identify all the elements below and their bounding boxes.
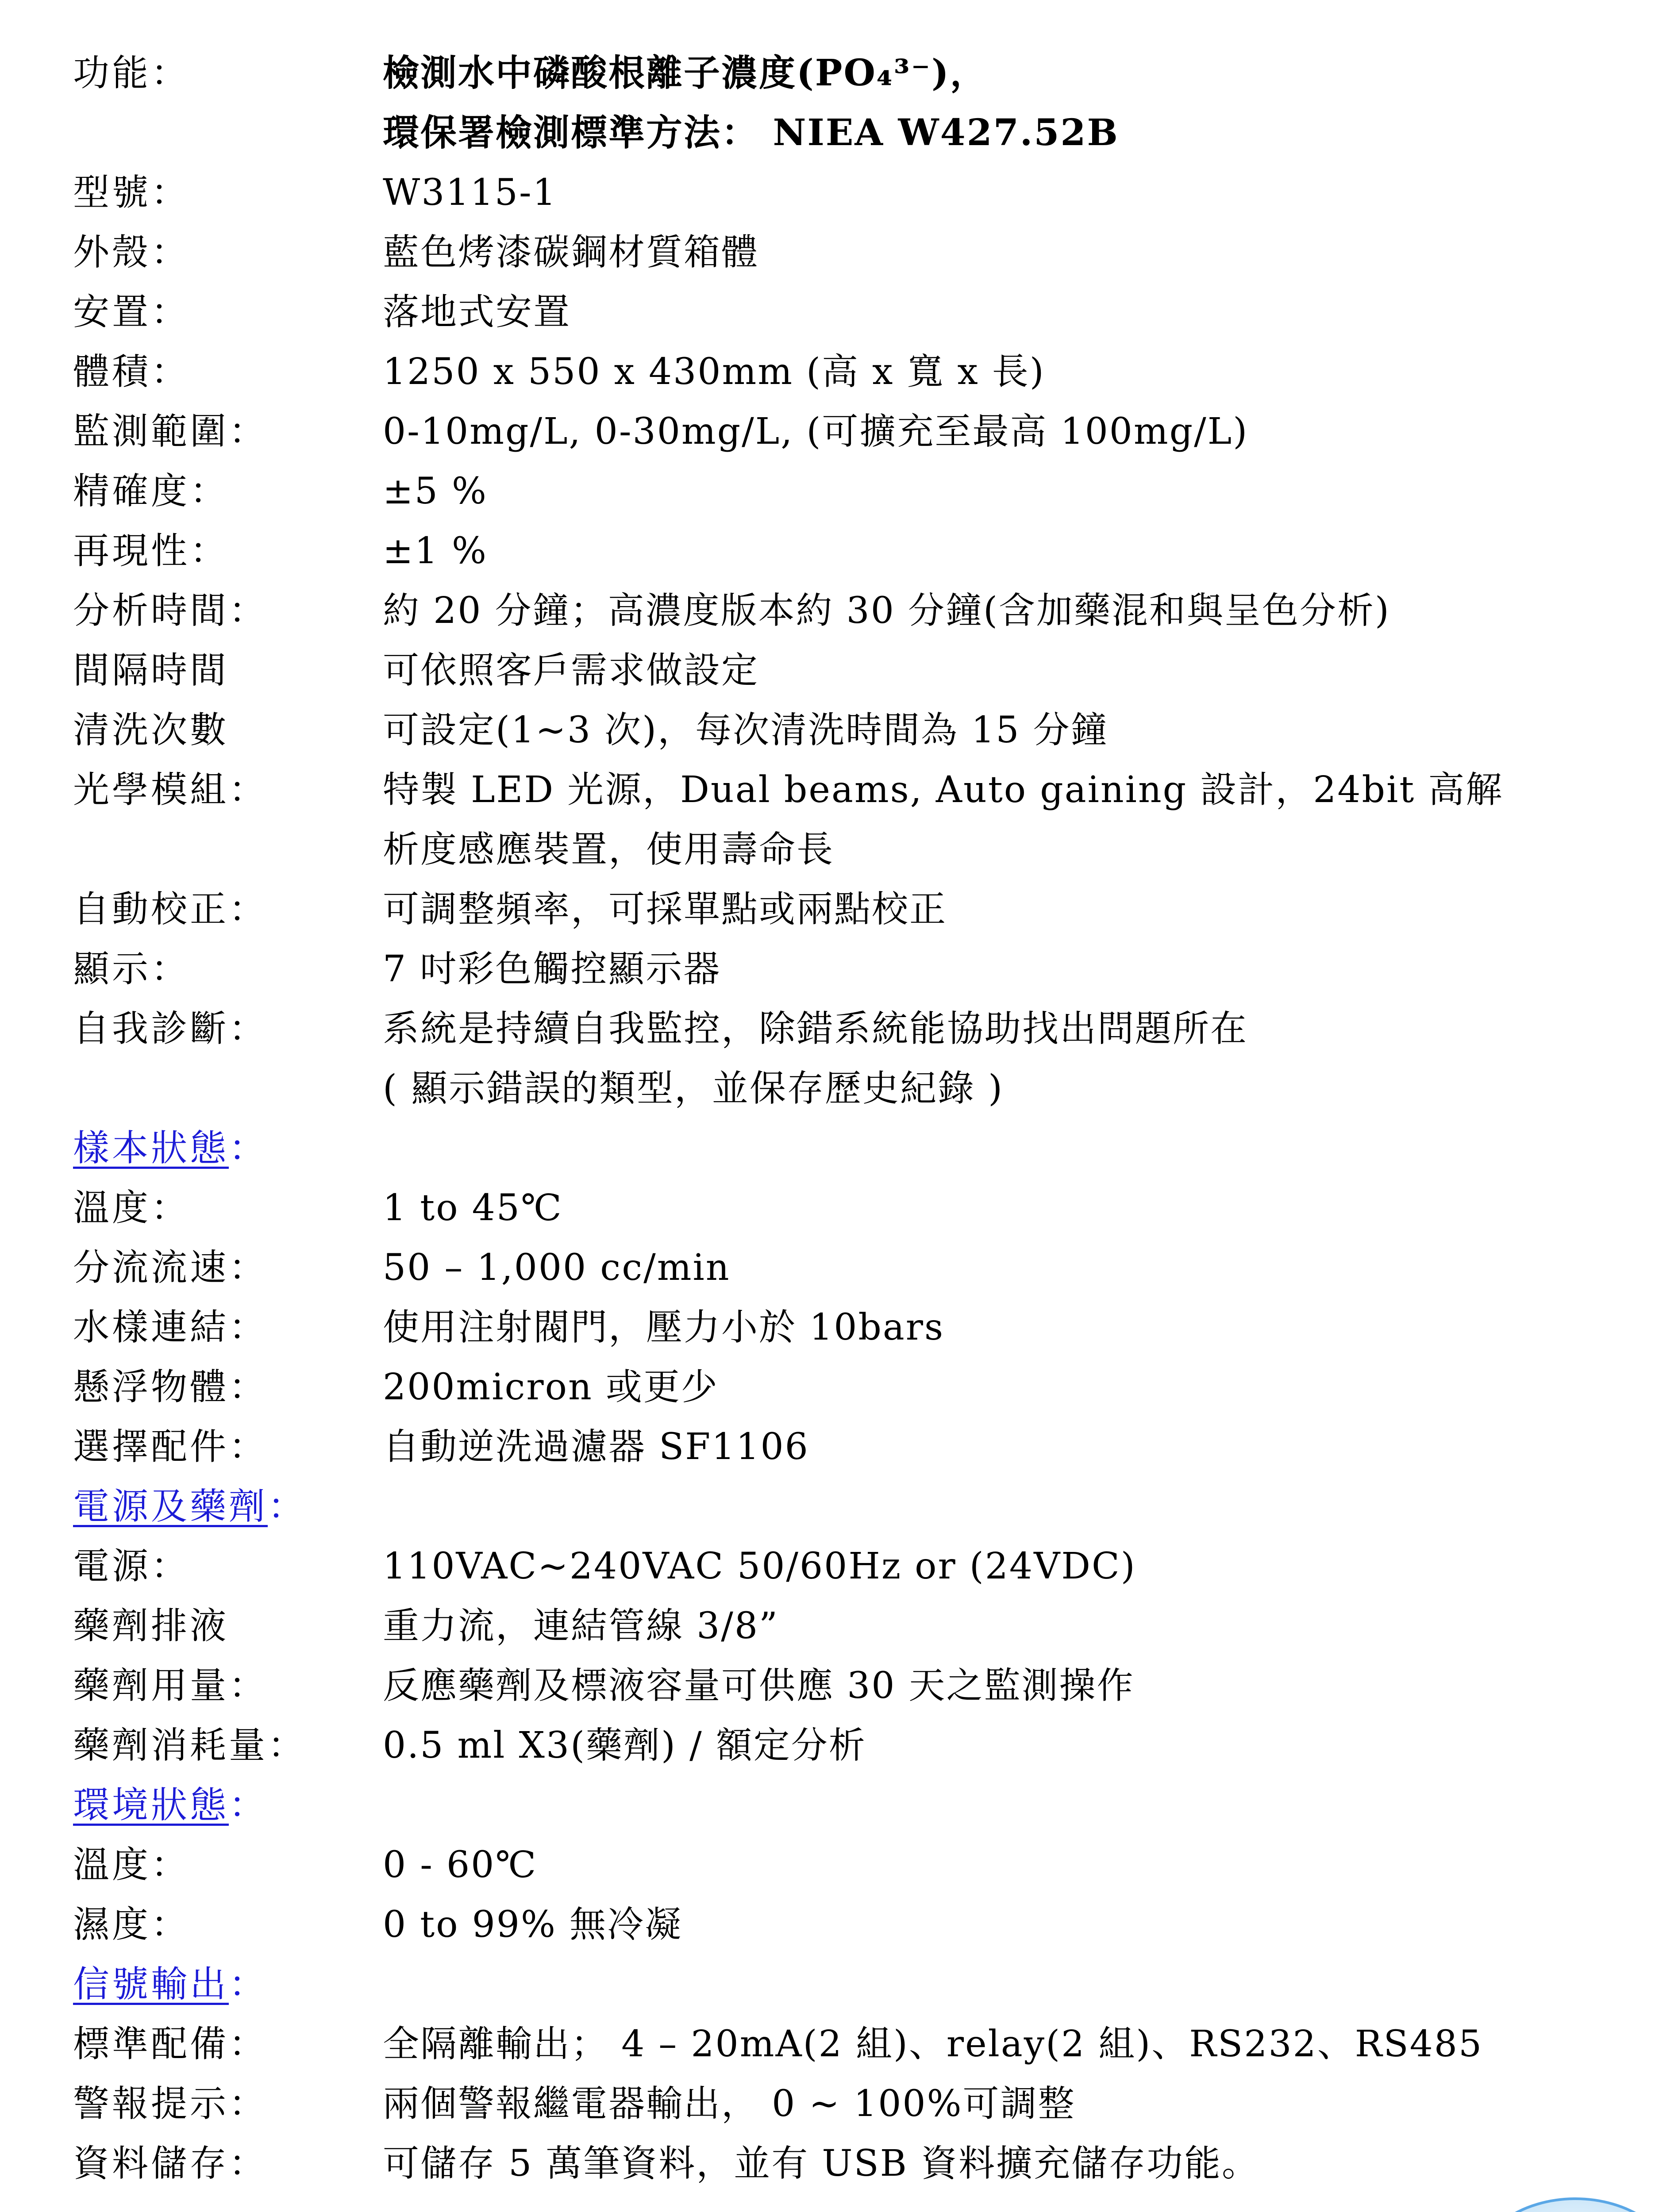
spec-label: 水樣連結： xyxy=(73,1306,268,1348)
spec-label: 監測範圍： xyxy=(73,411,268,453)
spec-value-line: 可調整頻率，可採單點或兩點校正 xyxy=(383,888,947,930)
spec-value-line: 反應藥劑及標液容量可供應 30 天之監測操作 xyxy=(383,1665,1135,1707)
spec-label: 自動校正： xyxy=(73,888,268,930)
bubble-group xyxy=(212,2199,1659,2212)
spec-label: 清洗次數 xyxy=(73,709,229,751)
spec-value-line: 0 - 60℃ xyxy=(383,1844,538,1886)
spec-row xyxy=(73,1357,1600,1417)
spec-value xyxy=(383,163,1600,223)
spec-value-line: 可設定(1~3 次)，每次清洗時間為 15 分鐘 xyxy=(383,709,1109,751)
section-title: 環境狀態 xyxy=(73,1784,229,1826)
spec-row xyxy=(73,521,1600,581)
spec-value xyxy=(383,461,1600,521)
spec-value xyxy=(383,1656,1600,1716)
spec-row xyxy=(73,1298,1600,1357)
spec-value xyxy=(383,939,1600,999)
spec-value-line: 檢測水中磷酸根離子濃度(PO₄³⁻)， xyxy=(383,52,988,94)
spec-label: 懸浮物體： xyxy=(73,1366,268,1408)
spec-label: 型號： xyxy=(73,172,190,214)
spec-value-line: 1 to 45℃ xyxy=(383,1187,563,1229)
spec-value xyxy=(383,282,1600,342)
spec-value-line: 環保署檢測標準方法： NIEA W427.52B xyxy=(383,111,1119,154)
spec-value-line: 約 20 分鐘；高濃度版本約 30 分鐘(含加藥混和與呈色分析) xyxy=(383,590,1390,632)
spec-value-line: 析度感應裝置，使用壽命長 xyxy=(383,829,835,871)
spec-row xyxy=(73,282,1600,342)
spec-value xyxy=(383,521,1600,581)
section-colon: ： xyxy=(229,1127,268,1169)
spec-label: 體積： xyxy=(73,351,190,393)
spec-value xyxy=(383,2134,1600,2193)
spec-row xyxy=(73,1536,1600,1596)
spec-row xyxy=(73,402,1600,461)
spec-value-line: 藍色烤漆碳鋼材質箱體 xyxy=(383,231,759,273)
spec-value-line: 0-10mg/L, 0-30mg/L, (可擴充至最高 100mg/L) xyxy=(383,411,1249,453)
spec-label: 間隔時間 xyxy=(73,649,229,691)
spec-value xyxy=(383,1357,1600,1417)
spec-value-line: 使用注射閥門，壓力小於 10bars xyxy=(383,1306,945,1348)
section-colon: ： xyxy=(268,1486,307,1528)
spec-row xyxy=(73,2014,1600,2074)
section-colon: ： xyxy=(229,1784,268,1826)
spec-value-line: 落地式安置 xyxy=(383,291,571,333)
spec-value xyxy=(383,1835,1600,1895)
spec-value xyxy=(383,999,1600,1118)
spec-label: 藥劑用量： xyxy=(73,1665,268,1707)
spec-label: 藥劑排液 xyxy=(73,1605,229,1647)
spec-label: 資料儲存： xyxy=(73,2143,268,2185)
spec-label: 再現性： xyxy=(73,530,229,572)
spec-value-line: ±5 % xyxy=(383,470,488,512)
spec-label: 溫度： xyxy=(73,1187,190,1229)
spec-value-line: 全隔離輸出； 4 – 20mA(2 組)、relay(2 組)、RS232、RS485 xyxy=(383,2023,1483,2065)
spec-value-line: 0 to 99% 無冷凝 xyxy=(383,1904,682,1946)
spec-row xyxy=(73,1716,1600,1775)
spec-row xyxy=(73,461,1600,521)
spec-label: 精確度： xyxy=(73,470,229,512)
spec-value xyxy=(383,402,1600,461)
section-title: 信號輸出 xyxy=(73,1963,229,2005)
spec-row xyxy=(73,342,1600,402)
spec-sheet xyxy=(73,43,1600,2193)
spec-row xyxy=(73,760,1600,879)
spec-value xyxy=(383,1178,1600,1238)
spec-value-line: 1250 x 550 x 430mm (高 x 寬 x 長) xyxy=(383,351,1045,393)
spec-label: 自我診斷： xyxy=(73,1008,268,1050)
spec-row xyxy=(73,1417,1600,1477)
spec-value-line: 系統是持續自我監控，除錯系統能協助找出問題所在 xyxy=(383,1008,1248,1050)
spec-label: 分析時間： xyxy=(73,590,268,632)
spec-row xyxy=(73,163,1600,223)
spec-value-line: W3115-1 xyxy=(383,172,557,214)
spec-row xyxy=(73,879,1600,939)
spec-label: 警報提示： xyxy=(73,2083,268,2125)
spec-row xyxy=(73,700,1600,760)
spec-value xyxy=(383,2074,1600,2134)
spec-value xyxy=(383,1716,1600,1775)
spec-label: 功能： xyxy=(73,52,190,94)
section-colon: ： xyxy=(229,1963,268,2005)
spec-value xyxy=(383,641,1600,700)
spec-value-line: 可儲存 5 萬筆資料，並有 USB 資料擴充儲存功能。 xyxy=(383,2143,1259,2185)
spec-label: 溫度： xyxy=(73,1844,190,1886)
spec-value xyxy=(383,581,1600,641)
spec-value-line: 可依照客戶需求做設定 xyxy=(383,649,759,691)
spec-value xyxy=(383,43,1600,163)
spec-value-line: 特製 LED 光源，Dual beams, Auto gaining 設計，24bit 高解 xyxy=(383,769,1504,811)
spec-label: 電源： xyxy=(73,1545,190,1587)
spec-row xyxy=(73,999,1600,1118)
spec-value xyxy=(383,2014,1600,2074)
spec-label: 安置： xyxy=(73,291,190,333)
spec-value xyxy=(383,700,1600,760)
spec-value-line: 自動逆洗過濾器 SF1106 xyxy=(383,1426,809,1468)
spec-row xyxy=(73,641,1600,700)
spec-row xyxy=(73,581,1600,641)
spec-row xyxy=(73,2134,1600,2193)
spec-label: 分流流速： xyxy=(73,1247,268,1289)
bubble xyxy=(1474,2199,1659,2212)
spec-value-line: ±1 % xyxy=(383,530,488,572)
spec-value-line: 重力流，連結管線 3/8” xyxy=(383,1605,779,1647)
spec-value xyxy=(383,1298,1600,1357)
spec-value-line: 兩個警報繼電器輸出， 0 ~ 100%可調整 xyxy=(383,2083,1076,2125)
spec-value-line: ( 顯示錯誤的類型，並保存歷史紀錄 ) xyxy=(383,1068,1004,1110)
spec-row xyxy=(73,1895,1600,1955)
spec-value xyxy=(383,1596,1600,1656)
spec-row xyxy=(73,1596,1600,1656)
spec-row xyxy=(73,1835,1600,1895)
spec-value xyxy=(383,1238,1600,1298)
section-heading xyxy=(73,1955,1600,2014)
spec-value xyxy=(383,223,1600,282)
spec-row xyxy=(73,2074,1600,2134)
spec-row xyxy=(73,939,1600,999)
spec-row xyxy=(73,1238,1600,1298)
spec-value-line: 200micron 或更少 xyxy=(383,1366,719,1408)
spec-label: 顯示： xyxy=(73,948,190,990)
spec-label: 選擇配件： xyxy=(73,1426,268,1468)
spec-label: 外殼： xyxy=(73,231,190,273)
section-heading xyxy=(73,1118,1600,1178)
spec-value-line: 7 吋彩色觸控顯示器 xyxy=(383,948,721,990)
spec-label: 光學模組： xyxy=(73,769,268,811)
spec-value-line: 0.5 ml X3(藥劑) / 額定分析 xyxy=(383,1724,866,1767)
spec-row xyxy=(73,43,1600,163)
spec-value xyxy=(383,1536,1600,1596)
decorative-bubbles xyxy=(0,2194,1659,2212)
spec-value xyxy=(383,342,1600,402)
spec-value xyxy=(383,760,1600,879)
spec-label: 濕度： xyxy=(73,1904,190,1946)
spec-value xyxy=(383,1895,1600,1955)
spec-value xyxy=(383,879,1600,939)
spec-value-line: 110VAC~240VAC 50/60Hz or (24VDC) xyxy=(383,1545,1136,1587)
section-title: 電源及藥劑 xyxy=(73,1486,268,1528)
spec-label: 藥劑消耗量： xyxy=(73,1724,307,1767)
spec-row xyxy=(73,1656,1600,1716)
spec-label: 標準配備： xyxy=(73,2023,268,2065)
spec-row xyxy=(73,1178,1600,1238)
spec-value xyxy=(383,1417,1600,1477)
spec-row xyxy=(73,223,1600,282)
section-title: 樣本狀態 xyxy=(73,1127,229,1169)
spec-value-line: 50 – 1,000 cc/min xyxy=(383,1247,731,1289)
section-heading xyxy=(73,1775,1600,1835)
section-heading xyxy=(73,1477,1600,1536)
